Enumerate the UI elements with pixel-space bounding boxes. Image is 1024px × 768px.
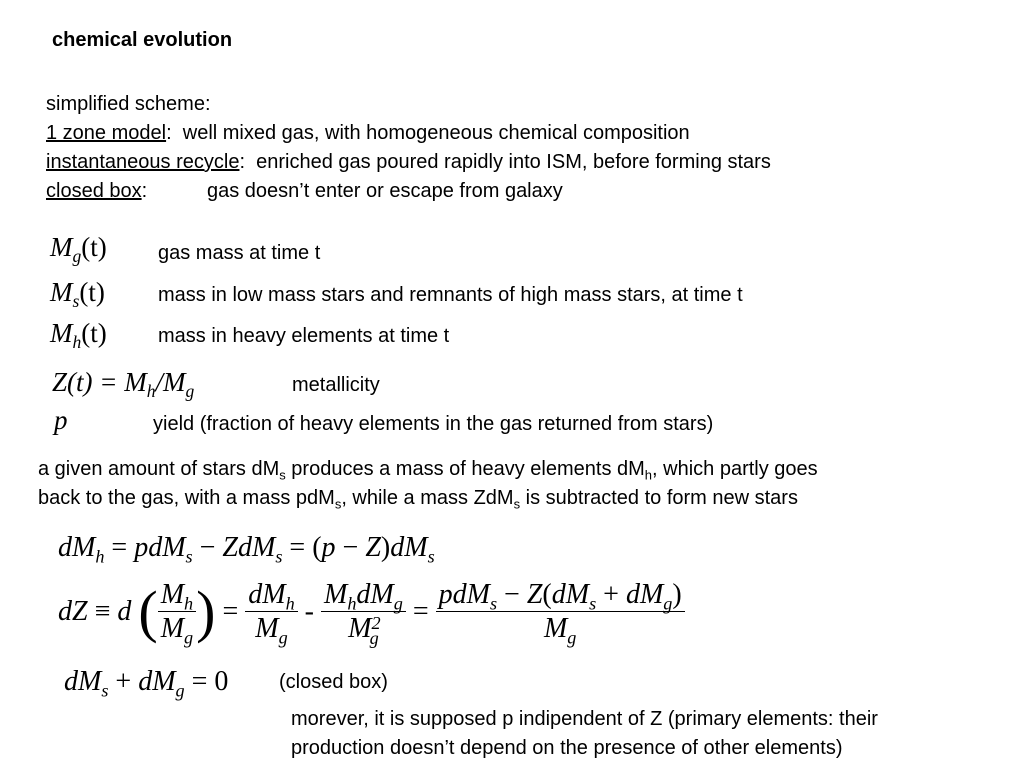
note-line: morever, it is supposed p indipendent of Z (primary elements: their bbox=[291, 708, 878, 730]
scheme-heading: simplified scheme: bbox=[46, 93, 211, 115]
equation-metallicity-change: dZ ≡ d ( $\frac{M_h}{M_g}$ ) = $\frac{dM_h}{M_g}$ - $\frac{M_hdM_g}{M^2_g}$ = $\frac{pdM_s - Z(dM_s + dM_g)}{M_g}$ bbox=[58, 580, 685, 644]
scheme-sep: : bbox=[141, 180, 148, 202]
equation-closed-box: $dM_s + dM_g = 0$ bbox=[64, 666, 229, 701]
scheme-desc: gas doesn’t enter or escape from galaxy bbox=[207, 180, 563, 202]
scheme-sep: : bbox=[239, 151, 257, 173]
symbol-math: $M_h(t)$ bbox=[50, 318, 107, 353]
scheme-sep: : bbox=[166, 122, 183, 144]
scheme-term: 1 zone model bbox=[46, 122, 167, 144]
closed-box-note: (closed box) bbox=[279, 671, 388, 693]
slide-title: chemical evolution bbox=[52, 29, 233, 51]
symbol-desc: yield (fraction of heavy elements in the gas returned from stars) bbox=[153, 413, 714, 435]
scheme-item bbox=[46, 148, 771, 177]
symbol-desc: gas mass at time t bbox=[158, 242, 321, 264]
paragraph-line: a given amount of stars $dM_s$ produces a mass of heavy elements $dM_h$, which partly goes bbox=[38, 458, 818, 483]
scheme-item bbox=[46, 177, 563, 206]
scheme-desc: enriched gas poured rapidly into ISM, before forming stars bbox=[256, 151, 771, 173]
symbol-math: $Z(t) = M_h/M_g$ bbox=[52, 367, 195, 402]
equation-heavy-mass: $dM_h = pdM_s - ZdM_s = (p - Z)dM_s$ bbox=[58, 532, 435, 567]
symbol-desc: mass in heavy elements at time t bbox=[158, 325, 450, 347]
paragraph-line: back to the gas, with a mass pdM$_s$, while a mass ZdM$_s$ is subtracted to form new stars bbox=[38, 487, 798, 512]
scheme-term: instantaneous recycle bbox=[46, 151, 240, 173]
symbol-desc: mass in low mass stars and remnants of high mass stars, at time t bbox=[158, 284, 743, 306]
scheme-desc: well mixed gas, with homogeneous chemical composition bbox=[182, 122, 690, 144]
symbol-math: $M_g(t)$ bbox=[50, 232, 107, 267]
symbol-desc: metallicity bbox=[292, 374, 380, 396]
symbol-math: p bbox=[54, 405, 68, 435]
symbol-math: $M_s(t)$ bbox=[50, 277, 105, 312]
scheme-term: closed box bbox=[46, 180, 142, 202]
scheme-item bbox=[46, 119, 690, 148]
note-line: production doesn’t depend on the presence of other elements) bbox=[291, 737, 843, 759]
